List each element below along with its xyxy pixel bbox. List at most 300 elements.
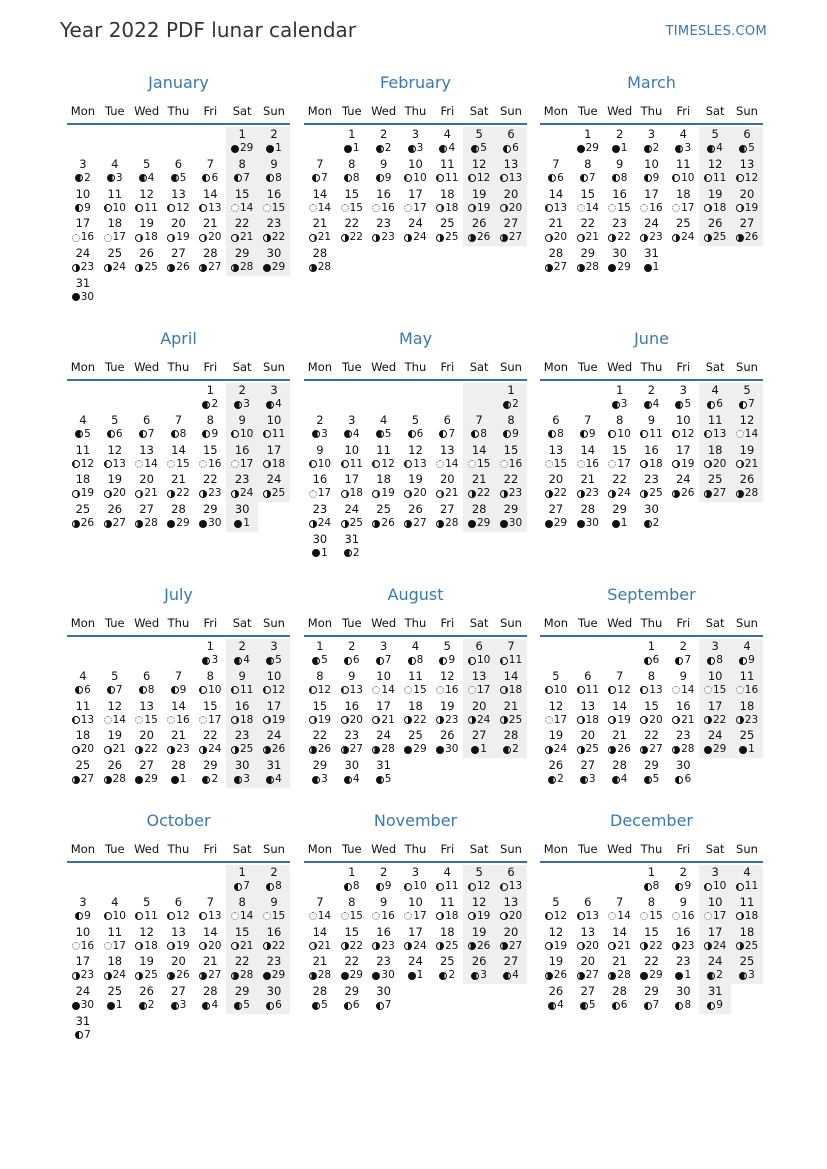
lunar-day-number: 19 xyxy=(617,713,631,726)
lunar-day-number: 5 xyxy=(179,171,187,184)
lunar-day xyxy=(336,428,368,441)
day-cell xyxy=(131,502,163,532)
lunar-day-number: 7 xyxy=(147,427,155,440)
lunar-day-number: 14 xyxy=(585,201,599,214)
empty-cell xyxy=(336,383,368,413)
lunar-day xyxy=(258,172,290,185)
day-number: 30 xyxy=(266,984,282,999)
day-number: 18 xyxy=(439,924,455,939)
moon-phase-icon xyxy=(72,716,80,724)
day-number: 10 xyxy=(266,412,282,427)
moon-phase-icon xyxy=(545,264,553,272)
day-cell xyxy=(258,728,290,758)
moon-phase-icon xyxy=(644,401,652,409)
lunar-day-number: 12 xyxy=(476,880,491,892)
moon-phase-icon xyxy=(736,716,744,724)
day-cell xyxy=(194,502,226,532)
day-cell xyxy=(194,758,226,788)
day-cell xyxy=(431,443,463,473)
weekday-label: Sat xyxy=(469,104,489,118)
lunar-day xyxy=(67,458,99,471)
day-number: 12 xyxy=(408,442,423,457)
day-number: 23 xyxy=(266,216,282,231)
day-number: 12 xyxy=(739,412,755,427)
lunar-day-number: 28 xyxy=(744,487,759,500)
lunar-day xyxy=(400,142,432,155)
day-number: 22 xyxy=(644,728,659,743)
lunar-day-number: 4 xyxy=(620,773,628,786)
lunar-day-number: 2 xyxy=(84,171,91,184)
day-cell xyxy=(163,157,195,187)
lunar-day xyxy=(400,458,432,471)
moon-phase-icon xyxy=(372,746,380,754)
day-cell xyxy=(540,954,572,984)
weekday-header xyxy=(540,355,763,381)
day-number: 10 xyxy=(266,668,282,683)
moon-phase-icon xyxy=(104,234,112,242)
empty-cell xyxy=(163,127,195,157)
day-cell xyxy=(699,865,731,895)
lunar-day xyxy=(67,910,99,923)
lunar-day-number: 29 xyxy=(649,969,663,982)
day-number: 20 xyxy=(439,472,455,487)
moon-phase-icon xyxy=(545,746,553,754)
weekday-label: Mon xyxy=(307,360,333,374)
moon-phase-icon xyxy=(580,430,588,438)
day-number: 12 xyxy=(439,668,455,683)
moon-phase-icon xyxy=(312,657,320,665)
moon-phase-icon xyxy=(545,234,553,242)
day-cell xyxy=(667,413,699,443)
lunar-day xyxy=(304,940,336,953)
lunar-day-number: 13 xyxy=(712,427,727,440)
lunar-day-number: 3 xyxy=(684,142,692,154)
lunar-day-number: 10 xyxy=(239,427,254,440)
day-number: 3 xyxy=(411,127,420,141)
day-number: 30 xyxy=(234,502,250,517)
moon-phase-icon xyxy=(266,883,274,891)
moon-phase-icon xyxy=(234,520,242,528)
lunar-day xyxy=(304,969,336,982)
lunar-day xyxy=(540,999,572,1012)
lunar-day xyxy=(226,969,258,982)
day-number: 16 xyxy=(612,186,627,201)
lunar-day-number: 22 xyxy=(649,939,663,952)
day-number: 2 xyxy=(316,412,324,427)
day-cell xyxy=(336,532,368,562)
day-cell xyxy=(572,925,604,955)
day-cell xyxy=(99,502,131,532)
day-number: 15 xyxy=(503,442,519,457)
lunar-day xyxy=(572,684,604,697)
moon-phase-icon xyxy=(500,912,508,920)
weekday-label: Wed xyxy=(134,842,160,856)
month-november xyxy=(304,810,527,1014)
lunar-day xyxy=(572,202,604,215)
moon-phase-icon xyxy=(545,686,553,694)
day-cell xyxy=(495,157,527,187)
day-number: 12 xyxy=(107,442,123,457)
lunar-day xyxy=(400,202,432,215)
lunar-day xyxy=(604,969,636,982)
weekday-label: Mon xyxy=(70,104,96,118)
day-number: 16 xyxy=(376,186,391,201)
lunar-day-number: 12 xyxy=(176,201,190,214)
month-april xyxy=(67,328,290,532)
lunar-day-number: 26 xyxy=(317,743,332,756)
day-cell xyxy=(463,954,495,984)
lunar-day xyxy=(336,231,368,244)
moon-phase-icon xyxy=(612,1002,620,1010)
moon-phase-icon xyxy=(739,145,747,153)
moon-phase-icon xyxy=(404,460,412,468)
lunar-day-number: 20 xyxy=(712,457,727,470)
day-number: 20 xyxy=(471,698,487,713)
weekday-header xyxy=(67,611,290,637)
day-number: 8 xyxy=(206,668,214,683)
lunar-day-number: 27 xyxy=(649,743,663,756)
moon-phase-icon xyxy=(104,490,112,498)
lunar-day xyxy=(163,910,195,923)
lunar-day xyxy=(463,202,495,215)
day-cell xyxy=(194,984,226,1014)
day-number: 11 xyxy=(739,894,755,909)
moon-phase-icon xyxy=(500,460,508,468)
lunar-day xyxy=(667,398,699,411)
empty-cell xyxy=(67,639,99,669)
day-cell xyxy=(258,127,290,157)
day-number: 11 xyxy=(376,442,391,457)
empty-cell xyxy=(540,639,572,669)
lunar-day xyxy=(636,458,668,471)
moon-phase-icon xyxy=(135,972,143,980)
moon-phase-icon xyxy=(309,686,317,694)
weekday-header xyxy=(67,355,290,381)
moon-phase-icon xyxy=(500,174,508,182)
lunar-day xyxy=(336,487,368,500)
lunar-day xyxy=(163,172,195,185)
moon-phase-icon xyxy=(341,490,349,498)
day-number: 26 xyxy=(107,758,123,773)
day-cell xyxy=(463,216,495,246)
lunar-day-number: 23 xyxy=(744,713,759,726)
day-number: 3 xyxy=(711,865,719,879)
lunar-day xyxy=(67,969,99,982)
month-may xyxy=(304,328,527,562)
day-cell xyxy=(667,157,699,187)
day-cell xyxy=(699,472,731,502)
day-cell xyxy=(495,865,527,895)
moon-phase-icon xyxy=(577,460,585,468)
lunar-day-number: 24 xyxy=(413,939,427,952)
day-cell xyxy=(699,216,731,246)
day-cell xyxy=(731,472,763,502)
day-cell xyxy=(258,472,290,502)
day-number: 1 xyxy=(206,639,214,653)
month-title: December xyxy=(610,811,693,830)
lunar-day xyxy=(540,428,572,441)
day-number: 26 xyxy=(548,758,564,773)
day-number: 9 xyxy=(647,412,656,427)
day-number: 13 xyxy=(580,698,596,713)
lunar-day xyxy=(131,458,163,471)
lunar-day-number: 16 xyxy=(381,909,395,922)
lunar-day xyxy=(699,910,731,923)
lunar-day-number: 4 xyxy=(211,999,219,1012)
lunar-day xyxy=(604,458,636,471)
empty-cell xyxy=(540,127,572,157)
day-cell xyxy=(667,472,699,502)
day-number: 18 xyxy=(107,216,123,231)
lunar-day-number: 23 xyxy=(80,969,95,982)
empty-cell xyxy=(463,383,495,413)
lunar-day xyxy=(495,487,527,500)
day-number: 23 xyxy=(644,472,659,487)
day-number: 26 xyxy=(707,216,723,231)
day-number: 19 xyxy=(139,216,154,231)
lunar-day xyxy=(667,458,699,471)
lunar-day xyxy=(400,231,432,244)
day-number: 7 xyxy=(174,412,183,427)
lunar-day xyxy=(495,202,527,215)
lunar-day xyxy=(194,714,226,727)
lunar-day xyxy=(258,999,290,1012)
moon-phase-icon xyxy=(436,490,444,498)
lunar-day xyxy=(540,684,572,697)
lunar-day-number: 7 xyxy=(588,171,596,184)
lunar-day xyxy=(368,940,400,953)
moon-phase-icon xyxy=(104,716,112,724)
day-number: 13 xyxy=(739,156,755,171)
lunar-day xyxy=(400,487,432,500)
lunar-day-number: 28 xyxy=(144,517,158,530)
lunar-day-number: 20 xyxy=(585,939,599,952)
day-cell xyxy=(731,669,763,699)
moon-phase-icon xyxy=(72,972,80,980)
moon-phase-icon xyxy=(231,746,239,754)
day-number: 31 xyxy=(75,275,91,290)
brand-link[interactable]: TIMESLES.COM xyxy=(665,24,767,39)
day-number: 4 xyxy=(743,865,751,879)
lunar-day-number: 16 xyxy=(208,457,222,470)
lunar-day xyxy=(67,202,99,215)
moon-phase-icon xyxy=(408,430,416,438)
day-number: 29 xyxy=(644,984,659,999)
day-cell xyxy=(667,669,699,699)
day-number: 8 xyxy=(615,412,624,427)
day-number: 5 xyxy=(411,412,420,427)
day-number: 3 xyxy=(379,639,388,653)
moon-phase-icon xyxy=(577,264,585,272)
day-number: 22 xyxy=(580,216,596,231)
weekday-label: Tue xyxy=(104,842,125,856)
moon-phase-icon xyxy=(199,942,207,950)
lunar-day-number: 25 xyxy=(585,743,599,756)
moon-phase-icon xyxy=(608,716,616,724)
lunar-day-number: 6 xyxy=(352,999,360,1012)
lunar-day xyxy=(604,684,636,697)
lunar-day-number: 19 xyxy=(271,713,286,726)
lunar-day-number: 15 xyxy=(476,457,491,470)
day-number: 30 xyxy=(612,246,627,261)
lunar-day-number: 12 xyxy=(681,427,695,440)
day-number: 5 xyxy=(552,894,560,909)
moon-phase-icon xyxy=(376,174,384,182)
lunar-day xyxy=(731,202,763,215)
day-number: 29 xyxy=(344,984,360,999)
day-number: 23 xyxy=(612,216,627,231)
lunar-day-number: 22 xyxy=(413,713,427,726)
lunar-day-number: 11 xyxy=(445,880,459,892)
lunar-day xyxy=(131,940,163,953)
lunar-day xyxy=(258,261,290,274)
day-cell xyxy=(99,246,131,276)
lunar-day xyxy=(431,910,463,923)
day-cell xyxy=(636,383,668,413)
day-cell xyxy=(636,925,668,955)
day-cell xyxy=(667,758,699,788)
day-cell xyxy=(67,216,99,246)
lunar-day-number: 6 xyxy=(620,999,628,1012)
lunar-day xyxy=(163,487,195,500)
weekday-label: Wed xyxy=(371,616,397,630)
lunar-day xyxy=(400,517,432,530)
lunar-day xyxy=(368,743,400,756)
lunar-day-number: 2 xyxy=(652,517,660,530)
day-number: 15 xyxy=(612,442,627,457)
day-number: 13 xyxy=(503,156,519,171)
day-number: 23 xyxy=(234,472,250,487)
lunar-day-number: 18 xyxy=(445,909,459,922)
day-number: 12 xyxy=(471,894,487,909)
moon-phase-icon xyxy=(167,520,175,528)
moon-phase-icon xyxy=(608,942,616,950)
lunar-day xyxy=(731,172,763,185)
lunar-day xyxy=(731,398,763,411)
day-number: 21 xyxy=(312,216,328,231)
day-number: 9 xyxy=(270,894,278,909)
day-number: 14 xyxy=(171,442,186,457)
lunar-day xyxy=(431,969,463,982)
empty-cell xyxy=(572,383,604,413)
lunar-day-number: 29 xyxy=(176,517,190,530)
moon-phase-icon xyxy=(372,716,380,724)
lunar-day xyxy=(304,654,336,667)
moon-phase-icon xyxy=(404,520,412,528)
moon-phase-icon xyxy=(263,204,271,212)
day-cell xyxy=(368,895,400,925)
moon-phase-icon xyxy=(263,264,271,272)
day-number: 18 xyxy=(739,924,755,939)
day-number: 9 xyxy=(316,442,324,457)
day-cell xyxy=(226,127,258,157)
lunar-day xyxy=(99,172,131,185)
day-cell xyxy=(304,925,336,955)
day-number: 29 xyxy=(234,246,250,261)
weekday-label: Tue xyxy=(577,360,598,374)
lunar-day-number: 22 xyxy=(349,939,363,952)
day-number: 8 xyxy=(507,412,515,427)
day-number: 31 xyxy=(344,531,360,546)
lunar-day-number: 27 xyxy=(712,487,727,500)
day-cell xyxy=(194,472,226,502)
lunar-day xyxy=(368,714,400,727)
moon-phase-icon xyxy=(707,145,715,153)
lunar-day xyxy=(731,969,763,982)
day-cell xyxy=(431,669,463,699)
moon-phase-icon xyxy=(309,520,317,528)
moon-phase-icon xyxy=(675,776,683,784)
day-number: 16 xyxy=(675,924,691,939)
day-number: 21 xyxy=(580,472,596,487)
lunar-day xyxy=(572,714,604,727)
lunar-day-number: 19 xyxy=(176,939,190,952)
day-number: 10 xyxy=(75,924,91,939)
day-cell xyxy=(336,157,368,187)
lunar-day xyxy=(636,910,668,923)
moon-phase-icon xyxy=(231,686,239,694)
lunar-day-number: 3 xyxy=(211,654,219,666)
lunar-day xyxy=(604,714,636,727)
lunar-day xyxy=(731,231,763,244)
day-number: 24 xyxy=(344,502,360,517)
lunar-day-number: 9 xyxy=(384,880,392,892)
day-grid xyxy=(67,127,290,306)
day-cell xyxy=(67,413,99,443)
day-number: 6 xyxy=(743,127,751,141)
lunar-day-number: 21 xyxy=(112,743,126,756)
moon-phase-icon xyxy=(545,972,553,980)
lunar-day xyxy=(368,910,400,923)
day-cell xyxy=(431,187,463,217)
lunar-day-number: 13 xyxy=(508,171,523,184)
lunar-day xyxy=(636,517,668,530)
day-number: 18 xyxy=(75,728,91,743)
moon-phase-icon xyxy=(577,490,585,498)
moon-phase-icon xyxy=(707,972,715,980)
day-cell xyxy=(431,895,463,925)
day-number: 8 xyxy=(348,156,356,171)
day-number: 20 xyxy=(171,216,186,231)
moon-phase-icon xyxy=(404,746,412,754)
lunar-day-number: 10 xyxy=(413,880,427,892)
weekday-label: Fri xyxy=(440,360,455,374)
moon-phase-icon xyxy=(545,490,553,498)
day-number: 1 xyxy=(316,639,324,653)
moon-phase-icon xyxy=(341,686,349,694)
lunar-day-number: 19 xyxy=(317,713,332,726)
day-cell xyxy=(131,728,163,758)
weekday-label: Sat xyxy=(705,842,725,856)
moon-phase-icon xyxy=(199,234,207,242)
day-number: 18 xyxy=(75,472,91,487)
lunar-day xyxy=(431,940,463,953)
moon-phase-icon xyxy=(612,401,620,409)
lunar-day-number: 6 xyxy=(512,142,519,154)
lunar-day xyxy=(636,743,668,756)
weekday-label: Sun xyxy=(263,842,285,856)
moon-phase-icon xyxy=(675,883,683,891)
day-number: 11 xyxy=(75,698,91,713)
lunar-day xyxy=(699,880,731,893)
day-cell xyxy=(699,639,731,669)
lunar-day xyxy=(572,458,604,471)
day-number: 22 xyxy=(202,472,218,487)
weekday-label: Thu xyxy=(640,842,663,856)
day-number: 21 xyxy=(202,216,218,231)
lunar-day-number: 24 xyxy=(208,743,222,756)
moon-phase-icon xyxy=(75,430,83,438)
